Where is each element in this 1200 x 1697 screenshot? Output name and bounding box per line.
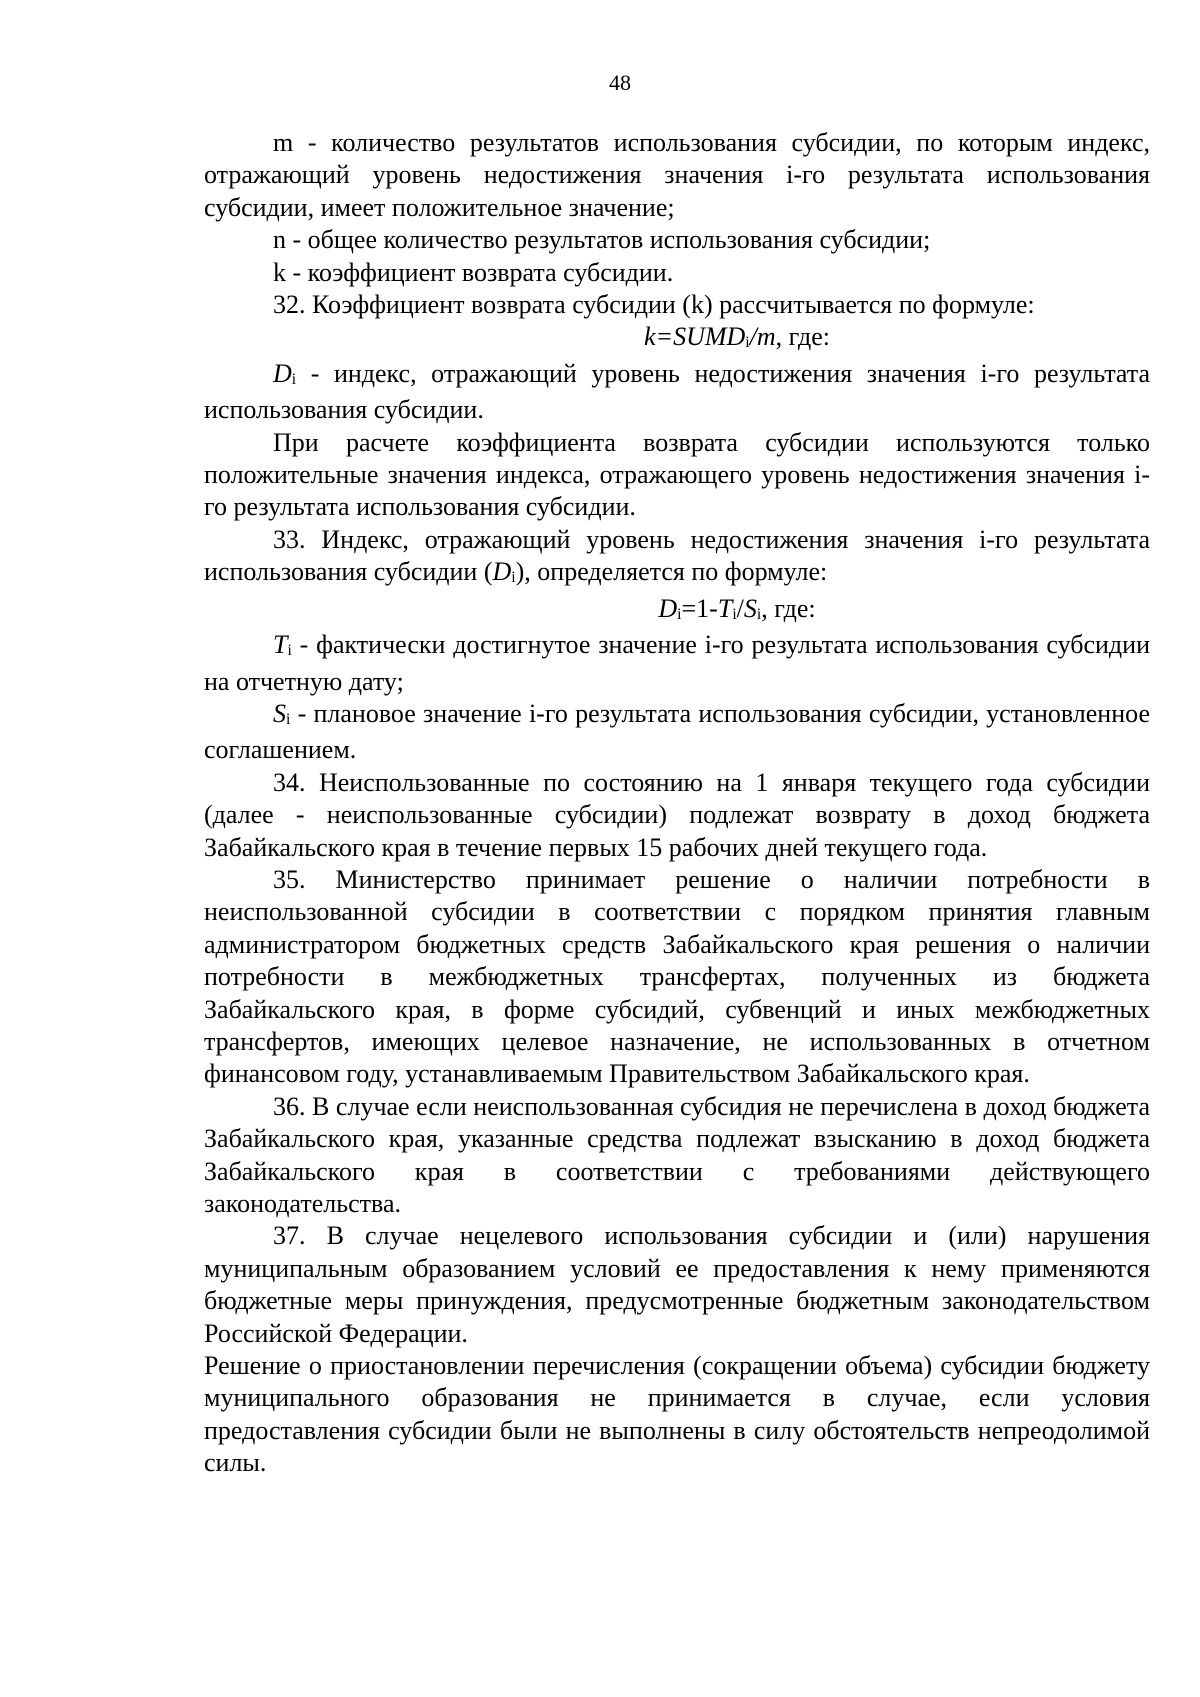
formula-sum-d: =SUMD — [655, 322, 746, 352]
paragraph-di-definition — [204, 358, 1150, 427]
si-var: S — [273, 698, 286, 728]
paragraph-si-definition — [204, 698, 1150, 767]
formula2-s-sub: i — [756, 605, 762, 623]
formula2-t: T — [717, 593, 733, 623]
si-text: - плановое значение i-го результата использования субсидии, установленное соглашением. — [204, 698, 1150, 765]
p33-sub: i — [511, 569, 516, 587]
formula-return-coefficient — [204, 321, 1150, 357]
paragraph-positive-values: При расчете коэффициента возврата субсидии используются только положительные значения индекса, отражающего уровень недостижения значения i-го результата использования субсидии. — [204, 427, 1150, 522]
formula-div-m: /m — [749, 322, 776, 352]
paragraph-34: 34. Неиспользованные по состоянию на 1 января текущего года субсидии (далее - неиспользованные субсидии) подлежат возврату в доход бюджета Забайкальского края в течение первых 15 рабочих дней текущего года. — [204, 767, 1150, 862]
ti-var: T — [273, 630, 288, 660]
paragraph-35: 35. Министерство принимает решение о наличии потребности в неиспользованной субсидии в соответствии с порядком принятия главным администратором бюджетных средств Забайкальского края решения о наличии потребности в межбюджетных трансфертах, полученных из бюджета Забайкальского края, в форме субсидий, субвенций и иных межбюджетных трансфертов, имеющих целевое назначение, не использованных в отчетном финансовом году, устанавливаемым Правительством Забайкальского края. — [204, 864, 1150, 1089]
p33-end: ), определяется по формуле: — [515, 557, 828, 587]
formula-tail: , где: — [775, 322, 831, 352]
formula2-d-sub: i — [677, 605, 682, 623]
ti-text: - фактически достигнутое значение i-го результата использования субсидии на отчетную дату; — [204, 630, 1150, 696]
paragraph-m-definition: m - количество результатов использования субсидии, по которым индекс, отражающий уровень недостижения значения i-го результата использования субсидии, имеет положительное значение; — [204, 128, 1150, 222]
paragraph-ti-definition — [204, 629, 1150, 698]
paragraph-k-definition: k - коэффициент возврата субсидии. — [273, 257, 674, 287]
p33-var: D — [492, 557, 512, 587]
document-body — [204, 127, 1150, 1480]
formula2-slash: / — [736, 593, 744, 623]
page-number: 48 — [609, 70, 631, 95]
paragraph-suspension-decision: Решение о приостановлении перечисления (сокращении объема) субсидии бюджету муниципального образования не принимается в случае, если условия предоставления субсидии были не выполнены в силу обстоятельств непреодолимой силы. — [204, 1351, 1150, 1478]
p33-start: 33. Индекс, отражающий уровень недостижения значения i-го результата использования субсидии ( — [204, 524, 1150, 587]
paragraph-37: 37. В случае нецелевого использования субсидии и (или) нарушения муниципальным образованием условий ее предоставления к нему применяются бюджетные меры принуждения, предусмотренные бюджетным законодательством Российской Федерации. — [204, 1221, 1150, 1348]
paragraph-32: 32. Коэффициент возврата субсидии (k) рассчитывается по формуле: — [273, 290, 1035, 320]
formula2-t-sub: i — [732, 605, 737, 623]
di-sub: i — [291, 370, 297, 388]
ti-sub: i — [287, 642, 292, 660]
si-sub: i — [286, 710, 291, 728]
formula-k-var: k — [643, 322, 656, 352]
paragraph-33 — [204, 524, 1150, 593]
formula-sum-d-sub: i — [745, 334, 750, 352]
formula2-eq: =1- — [681, 593, 718, 623]
paragraph-36: 36. В случае если неиспользованная субсидия не перечислена в доход бюджета Забайкальского края, указанные средства подлежат взысканию в доход бюджета Забайкальского края в соответствии с требованиями действующего законодательства. — [204, 1091, 1150, 1218]
formula2-tail: , где: — [761, 593, 816, 623]
formula2-s: S — [743, 593, 757, 623]
formula-index — [204, 593, 1150, 629]
paragraph-n-definition: n - общее количество результатов использования субсидии; — [273, 225, 931, 255]
di-var: D — [273, 358, 292, 388]
di-text: - индекс, отражающий уровень недостижения значения i-го результата использования субсидии. — [204, 358, 1150, 425]
formula2-d: D — [658, 593, 678, 623]
